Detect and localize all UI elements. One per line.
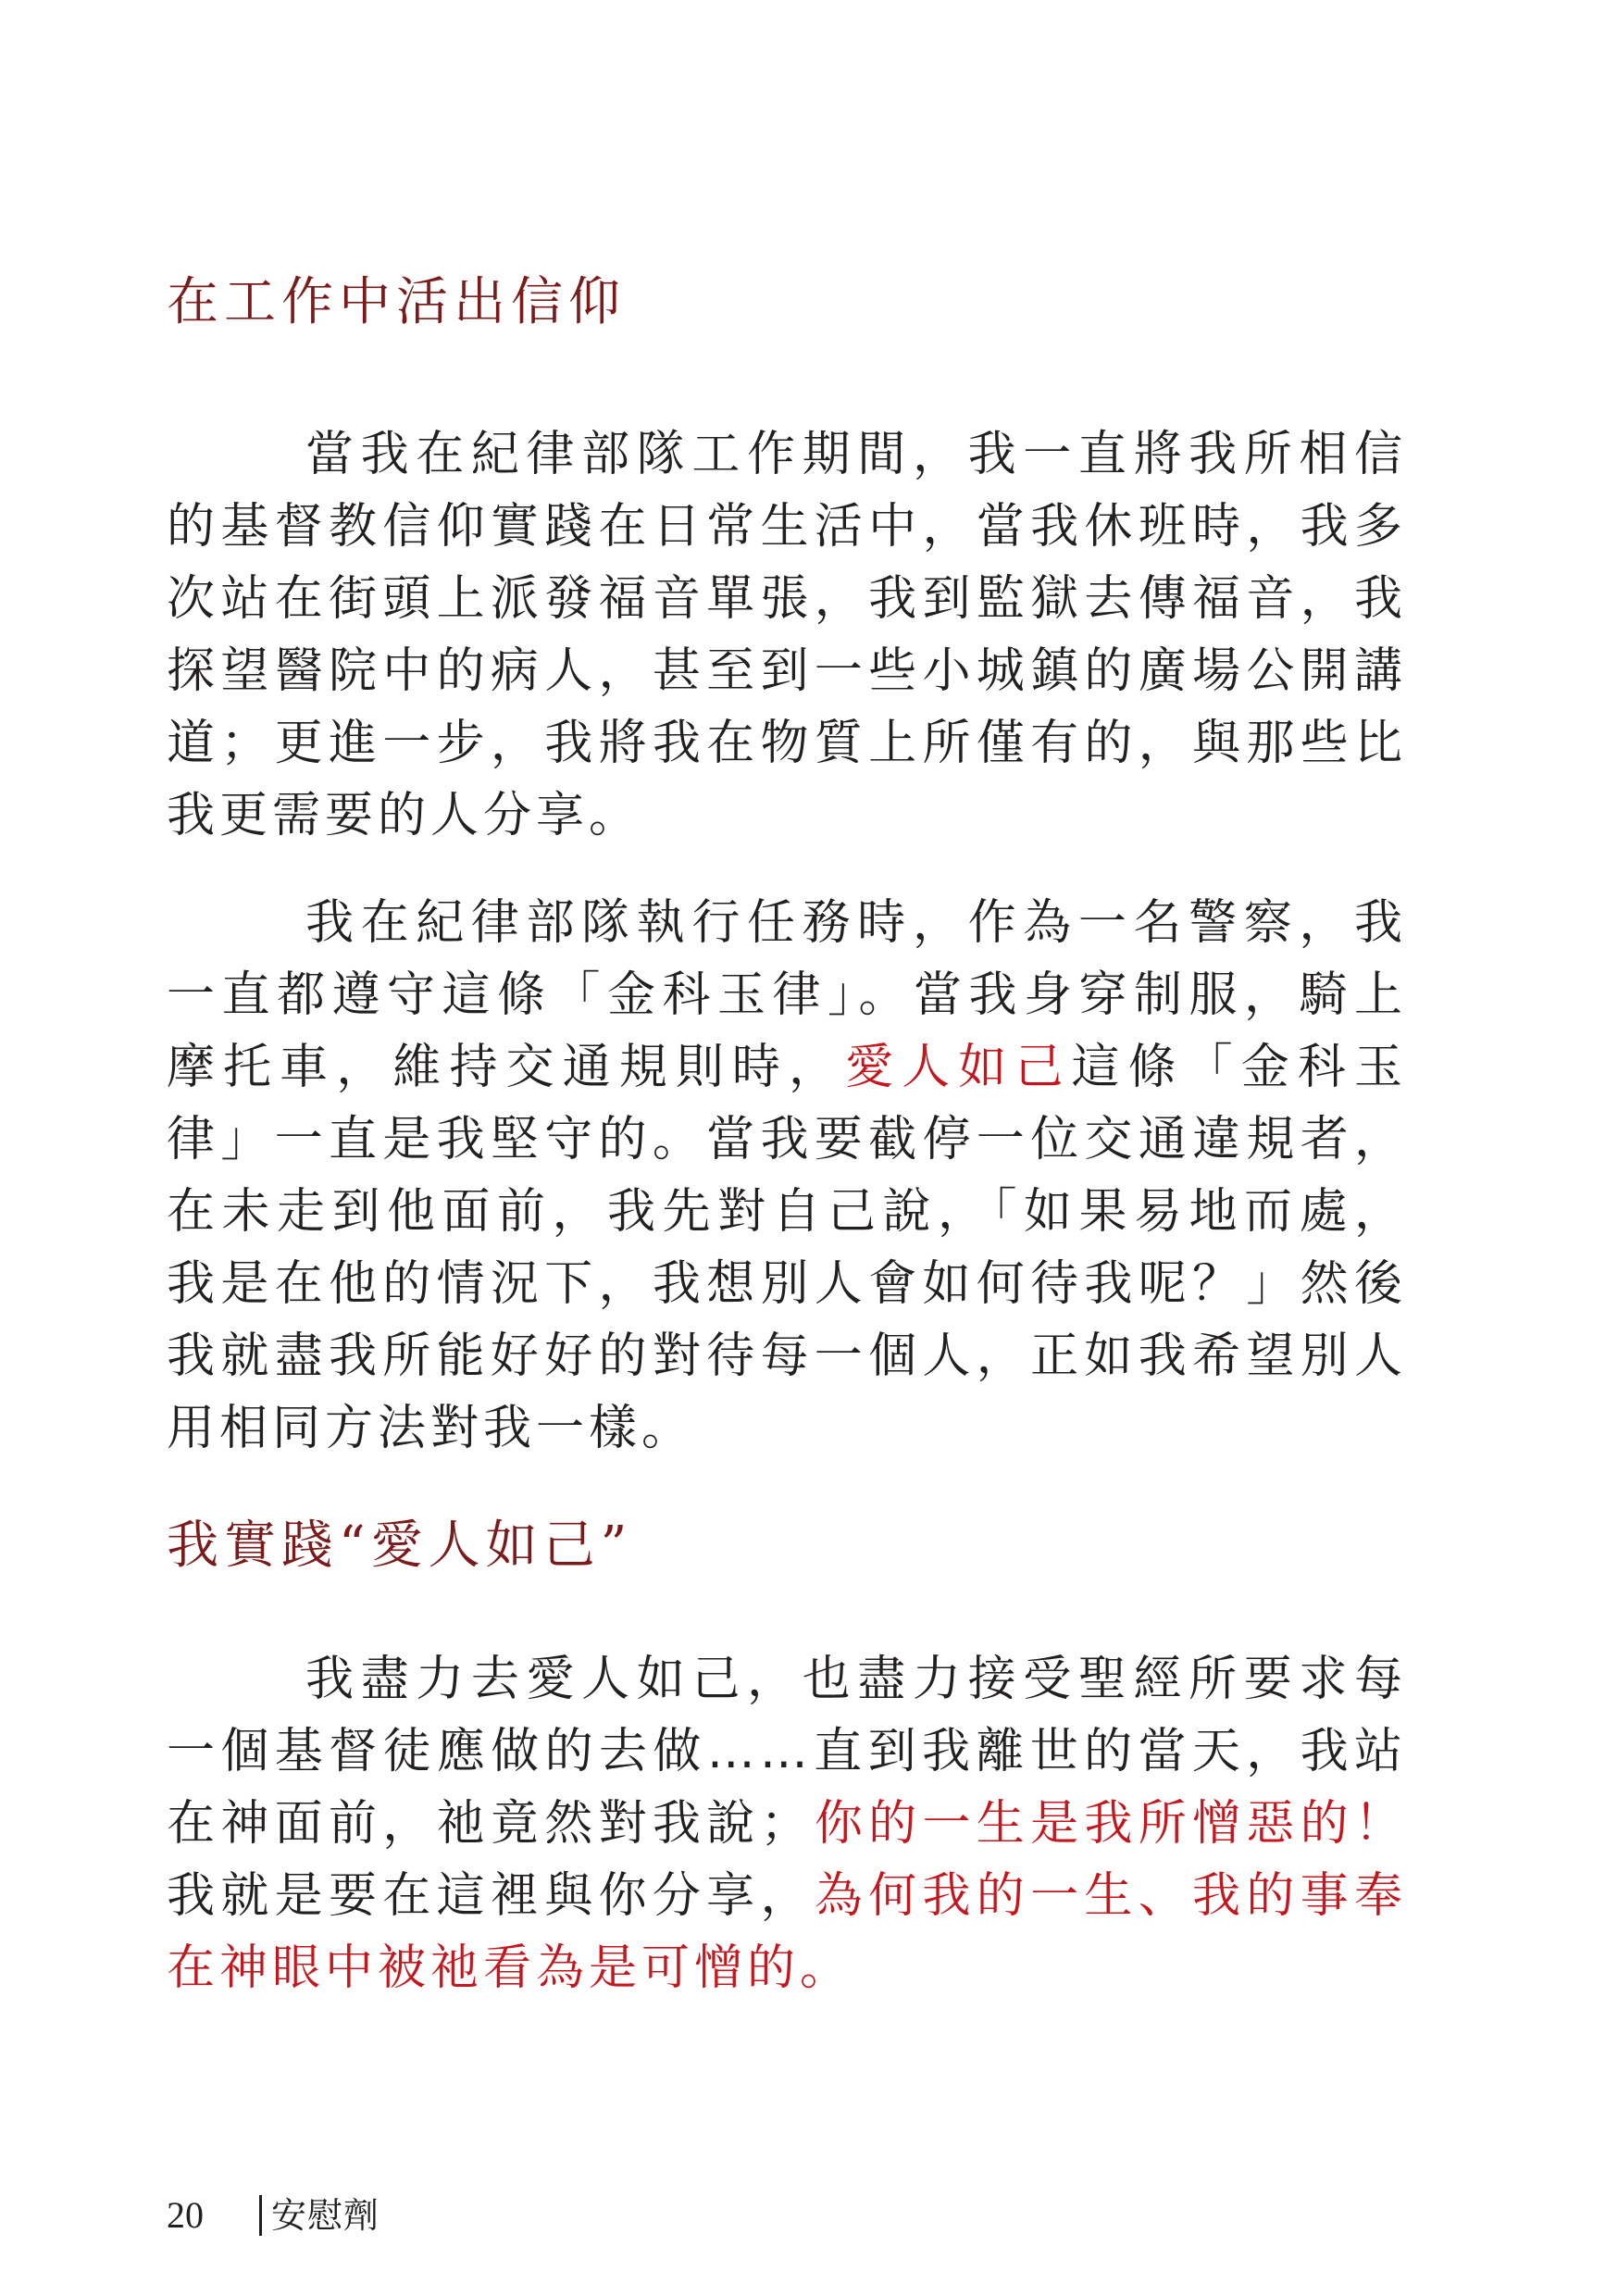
highlight-god-statement: 你的一生是我所憎惡的！: [813, 1796, 1407, 1852]
paragraph-1: 當我在紀律部隊工作期間，我一直將我所相信的基督教信仰實踐在日常生活中，當我休班時，我多次站在街頭上派發福音單張，我到監獄去傳福音，我探望醫院中的病人，甚至到一些小城鎮的廣場公開講道；更進一步，我將我在物質上所僅有的，與那些比我更需要的人分享。: [167, 427, 1407, 843]
paragraph-3-text-b: 我就是要在這裡與你分享，: [167, 1868, 815, 1924]
highlight-love-neighbor: 愛人如己: [845, 1040, 1072, 1095]
page-footer: [167, 2192, 380, 2239]
highlight-why-abhorrent: 為何我的一生、我的事奉在神眼中被祂看為是可憎的。: [167, 1868, 1407, 1996]
paragraph-3-text-a: 我盡力去愛人如己，也盡力接受聖經所要求每一個基督徒應做的去做……直到我離世的當天，我站在神面前，祂竟然對我說；: [167, 1652, 1407, 1852]
paragraph-2-text-b: 這條「金科玉律」一直是我堅守的。當我要截停一位交通違規者，在未走到他面前，我先對自己說，「如果易地而處，我是在他的情況下，我想別人會如何待我呢？」然後我就盡我所能好好的對待每一個人，正如我希望別人用相同方法對我一樣。: [167, 1040, 1407, 1456]
paragraph-3: [167, 1643, 1407, 2004]
footer-divider: [259, 2195, 262, 2236]
section-heading-practicing-love: 我實踐“愛人如己”: [167, 1516, 633, 1576]
paragraph-2-text-a: 我在紀律部隊執行任務時，作為一名警察，我一直都遵守這條「金科玉律」。當我身穿制服，騎上摩托車，維持交通規則時，: [167, 895, 1407, 1095]
page-number: 20: [167, 2194, 204, 2236]
section-heading-faith-at-work: 在工作中活出信仰: [167, 272, 626, 332]
paragraph-2: [167, 887, 1407, 1465]
book-title: 安慰劑: [271, 2195, 380, 2236]
